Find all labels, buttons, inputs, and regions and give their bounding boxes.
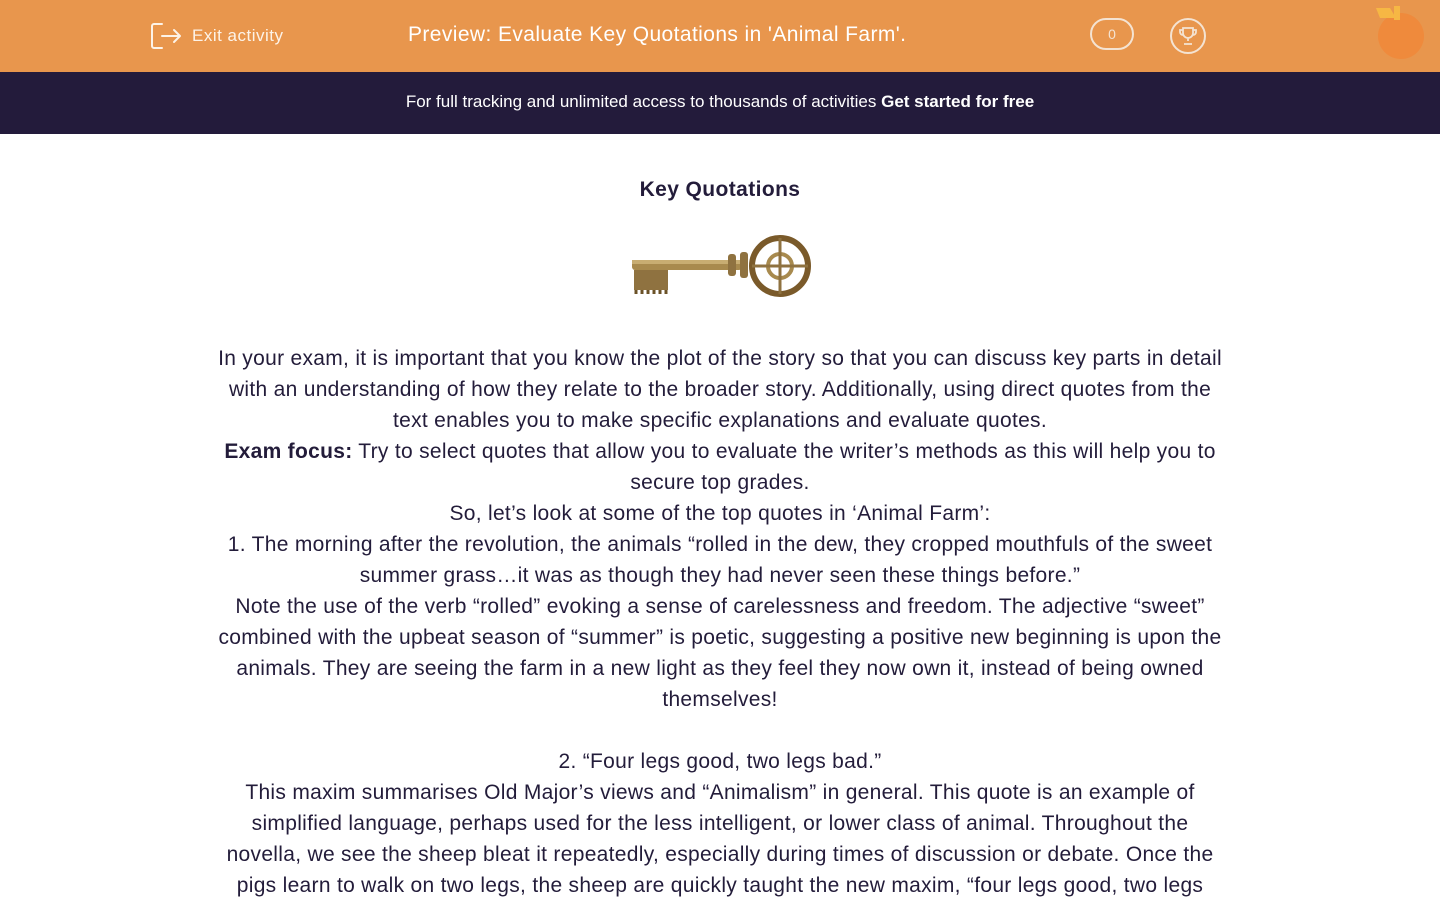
quote-1-note-line: combined with the upbeat season of “summer” is poetic, suggesting a positive new beginning is upon the [218, 626, 1222, 649]
trophy-icon [1178, 26, 1198, 46]
score-badge: 0 [1090, 18, 1134, 50]
exit-label: Exit activity [192, 26, 284, 45]
banner-text: For full tracking and unlimited access to thousands of activities [405, 92, 882, 111]
intro-line: text enables you to make specific explanations and evaluate quotes. [392, 409, 1047, 432]
exit-activity-button[interactable] [150, 22, 284, 50]
activity-content [140, 178, 1300, 901]
exam-focus-text: Try to select quotes that allow you to evaluate the writer’s methods as this will help you to [352, 440, 1216, 463]
activity-text [140, 343, 1300, 901]
quote-2-note-line: novella, we see the sheep bleat it repeatedly, especially during times of discussion or debate. Once the [226, 843, 1214, 866]
section-heading: Key Quotations [639, 178, 801, 201]
intro-line: In your exam, it is important that you know the plot of the story so that you can discuss key parts in detail [218, 347, 1222, 370]
exam-focus-label: Exam focus: [224, 440, 353, 463]
quote-2-note-line: This maxim summarises Old Major’s views and “Animalism” in general. This quote is an example of [245, 781, 1195, 804]
quote-2-note-line: simplified language, perhaps used for the less intelligent, or lower class of animal. Throughout the [251, 812, 1189, 835]
quote-1-note-line: Note the use of the verb “rolled” evoking a sense of carelessness and freedom. The adjective “sweet” [235, 595, 1205, 618]
exam-focus-line [140, 436, 1300, 467]
logo-orange [1372, 4, 1432, 64]
quote-1-line: 1. The morning after the revolution, the animals “rolled in the dew, they cropped mouthfuls of the sweet [227, 533, 1213, 556]
quote-2-line: 2. “Four legs good, two legs bad.” [558, 750, 882, 773]
quote-1-note-line: themselves! [662, 688, 778, 711]
lead-line: So, let’s look at some of the top quotes in ‘Animal Farm’: [449, 502, 991, 525]
intro-line: with an understanding of how they relate to the broader story. Additionally, using direct quotes from the [228, 378, 1212, 401]
quote-1-line: summer grass…it was as though they had never seen these things before.” [359, 564, 1081, 587]
signup-banner [0, 72, 1440, 134]
activity-title: Preview: Evaluate Key Quotations in 'Animal Farm'. [408, 23, 907, 46]
exit-icon [150, 22, 182, 50]
trophy-button[interactable] [1170, 18, 1206, 54]
quote-2-note-line: pigs learn to walk on two legs, the sheep are quickly taught the new maxim, “four legs good, two legs [236, 874, 1204, 897]
top-bar [0, 0, 1440, 72]
quote-1-note-line: animals. They are seeing the farm in a new light as they feel they now own it, instead of being owned [236, 657, 1204, 680]
exam-focus-line: secure top grades. [630, 471, 810, 494]
get-started-link[interactable]: Get started for free [881, 92, 1035, 111]
key-image [628, 232, 812, 306]
